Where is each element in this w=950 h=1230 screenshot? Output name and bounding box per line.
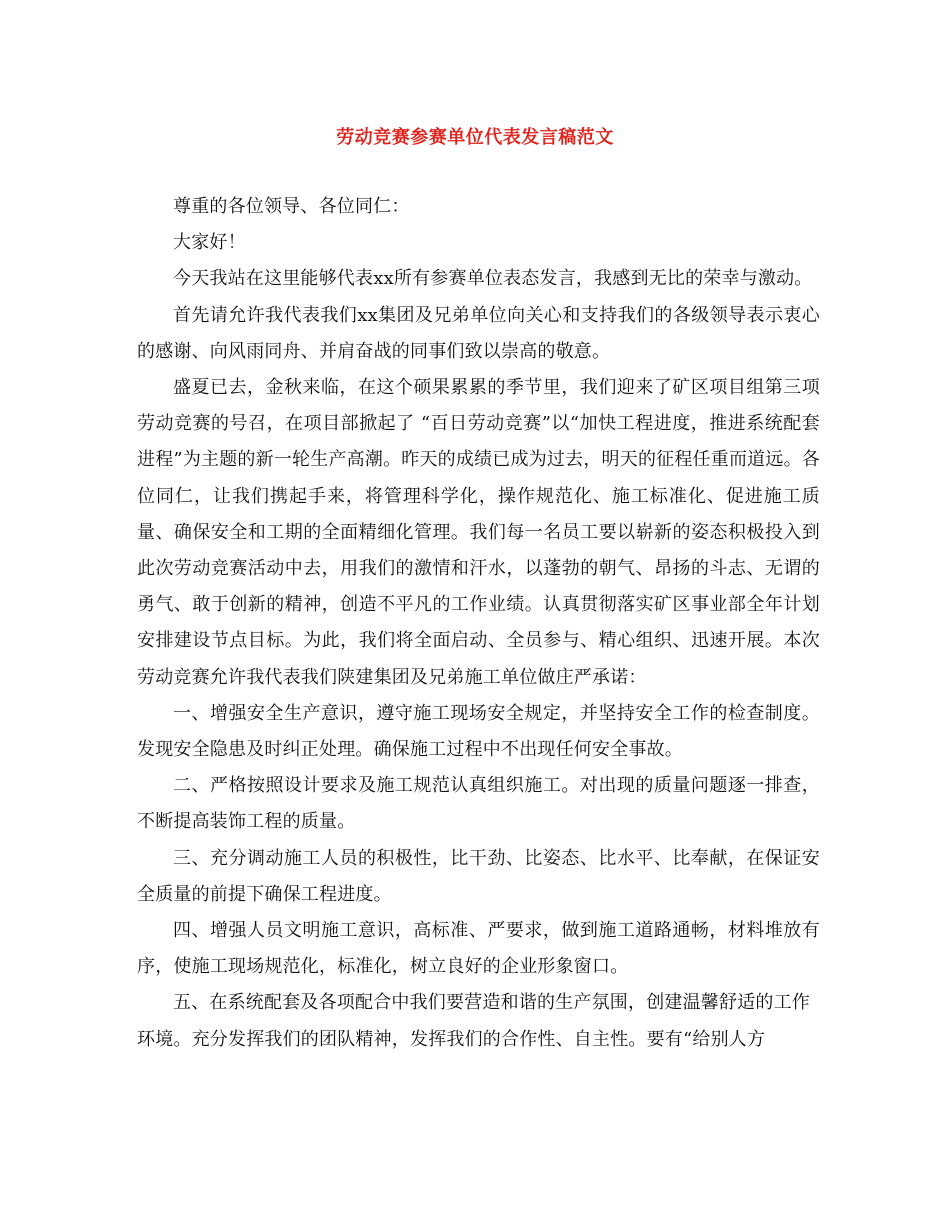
commitment-item-2: 二、严格按照设计要求及施工规范认真组织施工。对出现的质量问题逐一排查，不断提高装饰工程的质量。	[137, 775, 820, 833]
document-body	[137, 189, 820, 1058]
commitment-item-5: 五、在系统配套及各项配合中我们要营造和谐的生产氛围，创建温馨舒适的工作环境。充分发挥我们的团队精神，发挥我们的合作性、自主性。要有“给别人方	[137, 992, 810, 1050]
paragraph-main: 盛夏已去，金秋来临，在这个硕果累累的季节里，我们迎来了矿区项目组第三项劳动竞赛的号召，在项目部掀起了 “百日劳动竞赛”以“加快工程进度，推进系统配套进程”为主题的新一轮生产高潮。昨天的成绩已成为过去，明天的征程任重而道远。各位同仁，让我们携起手来，将管理科学化，操作规范化、施工标准化、促进施工质量、确保安全和工期的全面精细化管理。我们每一名员工要以崭新的姿态积极投入到此次劳动竞赛活动中去，用我们的激情和汗水，以蓬勃的朝气、昂扬的斗志、无谓的勇气、敢于创新的精神，创造不平凡的工作业绩。认真贯彻落实矿区事业部全年计划 安排建设节点目标。为此，我们将全面启动、全员参与、精心组织、迅速开展。本次劳动竞赛允许我代表我们陕建集团及兄弟施工单位做庄严承诺：	[137, 377, 820, 688]
commitment-item-4: 四、增强人员文明施工意识，高标准、严要求，做到施工道路通畅，材料堆放有序，使施工现场规范化，标准化，树立良好的企业形象窗口。	[137, 920, 820, 978]
paragraph-thanks: 首先请允许我代表我们xx集团及兄弟单位向关心和支持我们的各级领导表示衷心的感谢、向风雨同舟、并肩奋战的同事们致以崇高的敬意。	[137, 304, 820, 362]
greeting: 大家好！	[173, 232, 246, 254]
paragraph-intro: 今天我站在这里能够代表xx所有参赛单位表态发言，我感到无比的荣幸与激动。	[173, 268, 813, 290]
salutation: 尊重的各位领导、各位同仁：	[173, 196, 410, 217]
document-title: 劳动竞赛参赛单位代表发言稿范文	[336, 127, 614, 148]
commitment-item-3: 三、充分调动施工人员的积极性，比干劲、比姿态、比水平、比奉献，在保证安全质量的前提下确保工程进度。	[137, 847, 820, 905]
commitment-item-1: 一、增强安全生产意识，遵守施工现场安全规定，并坚持安全工作的检查制度。发现安全隐患及时纠正处理。确保施工过程中不出现任何安全事故。	[137, 702, 820, 761]
